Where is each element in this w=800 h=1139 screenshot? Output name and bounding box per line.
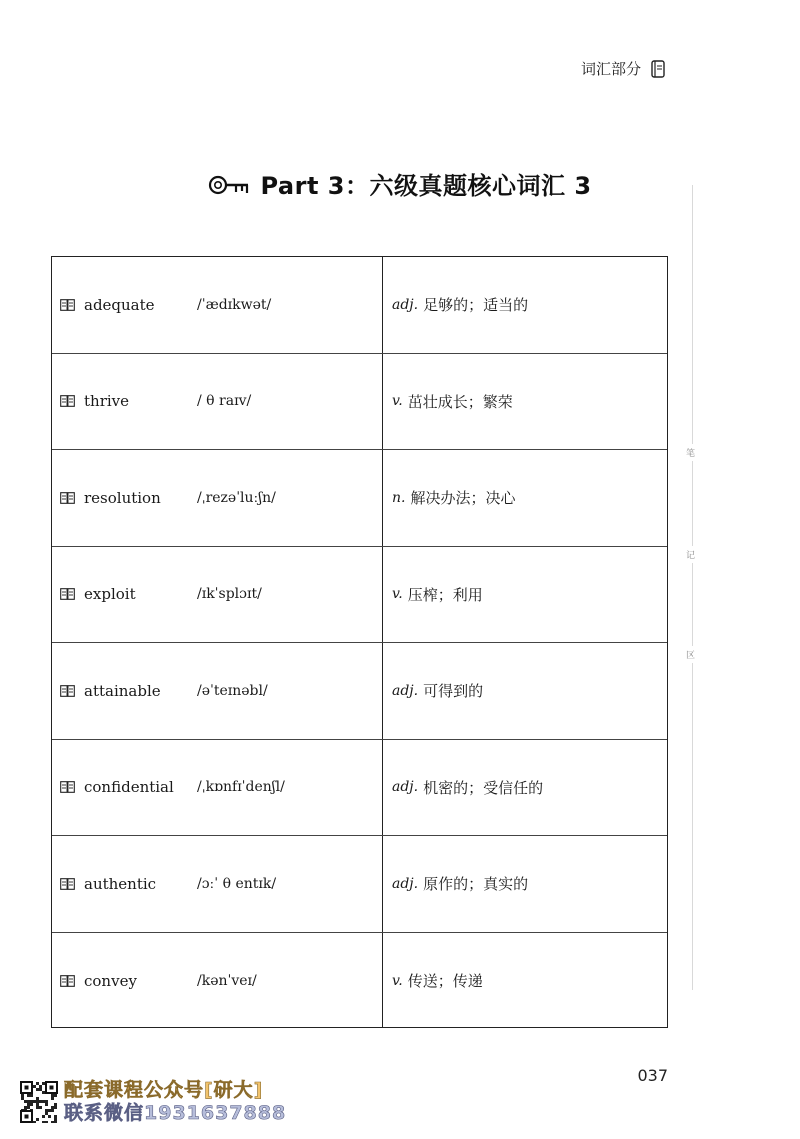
vocab-row [52,836,667,933]
vocab-phonetic: /ˌrezəˈluːʃn/ [197,489,276,506]
vocab-row [52,257,667,354]
word-cell [60,740,174,836]
vocab-word: exploit [84,585,136,604]
phonetic-cell [197,547,262,643]
promo-line-2: 联系微信1931637888 [64,1102,287,1124]
title-text: Part 3：六级真题核心词汇 3 [260,172,592,200]
definition-cell [392,933,483,1030]
page-number: 037 [637,1066,668,1085]
vocab-row [52,450,667,547]
part-of-speech: adj. [392,875,419,892]
open-book-icon [60,878,75,890]
word-cell [60,933,137,1030]
definition-cell [392,547,483,643]
vocab-phonetic: /kənˈveɪ/ [197,972,257,989]
part-of-speech: adj. [392,296,419,313]
part-of-speech: adj. [392,779,419,796]
vocab-phonetic: /ɔːˈ θ entɪk/ [197,875,277,892]
part-of-speech: v. [392,586,403,603]
vocab-row [52,643,667,740]
open-book-icon [60,299,75,311]
notes-label-char: 记 [686,546,695,563]
part-of-speech: adj. [392,682,419,699]
definition-cell [392,836,528,932]
word-cell [60,547,136,643]
vocab-phonetic: / θ raɪv/ [197,393,252,410]
word-cell [60,257,155,353]
vocab-meaning: 传送；传递 [407,972,483,991]
vocab-word: convey [84,971,137,990]
vocab-row [52,740,667,837]
vocab-word: authentic [84,874,157,893]
vocab-meaning: 可得到的 [423,682,484,701]
promo-banner [20,1080,286,1124]
vocab-meaning: 压榨；利用 [407,585,483,604]
definition-cell [392,740,543,836]
word-cell [60,450,161,546]
vocab-meaning: 机密的；受信任的 [423,778,544,797]
running-header [581,58,665,79]
notes-label-char: 区 [686,646,695,663]
vocab-word: thrive [84,392,130,411]
phonetic-cell [197,933,257,1030]
vocab-phonetic: /ˌkɒnfɪˈdenʃl/ [197,779,285,796]
definition-cell [392,643,483,739]
vocab-word: confidential [84,778,174,797]
promo-line-1: 配套课程公众号[研大] [64,1079,264,1101]
part-of-speech: v. [392,393,403,410]
part-of-speech: n. [392,489,406,506]
vocab-meaning: 原作的；真实的 [423,875,529,894]
vocab-word: attainable [84,681,161,700]
definition-cell [392,257,528,353]
vocab-word: resolution [84,488,161,507]
vocab-phonetic: /əˈteɪnəbl/ [197,682,268,699]
open-book-icon [60,685,75,697]
phonetic-cell [197,740,285,836]
open-book-icon [60,395,75,407]
section-label: 词汇部分 [580,60,641,78]
phonetic-cell [197,643,268,739]
page-title [0,166,800,201]
vocab-word: adequate [84,295,155,314]
vocab-row [52,354,667,451]
vocab-row [52,933,667,1030]
phonetic-cell [197,257,271,353]
notes-rail [692,185,693,990]
open-book-icon [60,492,75,504]
word-cell [60,836,156,932]
definition-cell [392,450,515,546]
word-cell [60,354,129,450]
open-book-icon [60,588,75,600]
phonetic-cell [197,450,276,546]
word-cell [60,643,161,739]
vocab-meaning: 足够的；适当的 [423,296,529,315]
vocab-row [52,547,667,644]
phonetic-cell [197,354,251,450]
open-book-icon [60,781,75,793]
part-of-speech: v. [392,972,403,989]
vocab-meaning: 解决办法；决心 [410,489,516,508]
qr-code-icon [20,1081,58,1123]
key-icon [208,174,250,196]
vocab-phonetic: /ɪkˈsplɔɪt/ [197,586,262,603]
notes-label-char: 笔 [686,444,695,461]
phonetic-cell [197,836,276,932]
open-book-icon [60,975,75,987]
vocab-meaning: 茁壮成长；繁荣 [407,392,513,411]
vocab-phonetic: /ˈædɪkwət/ [197,296,272,313]
book-icon [651,60,665,78]
definition-cell [392,354,513,450]
vocab-table [51,256,668,1028]
